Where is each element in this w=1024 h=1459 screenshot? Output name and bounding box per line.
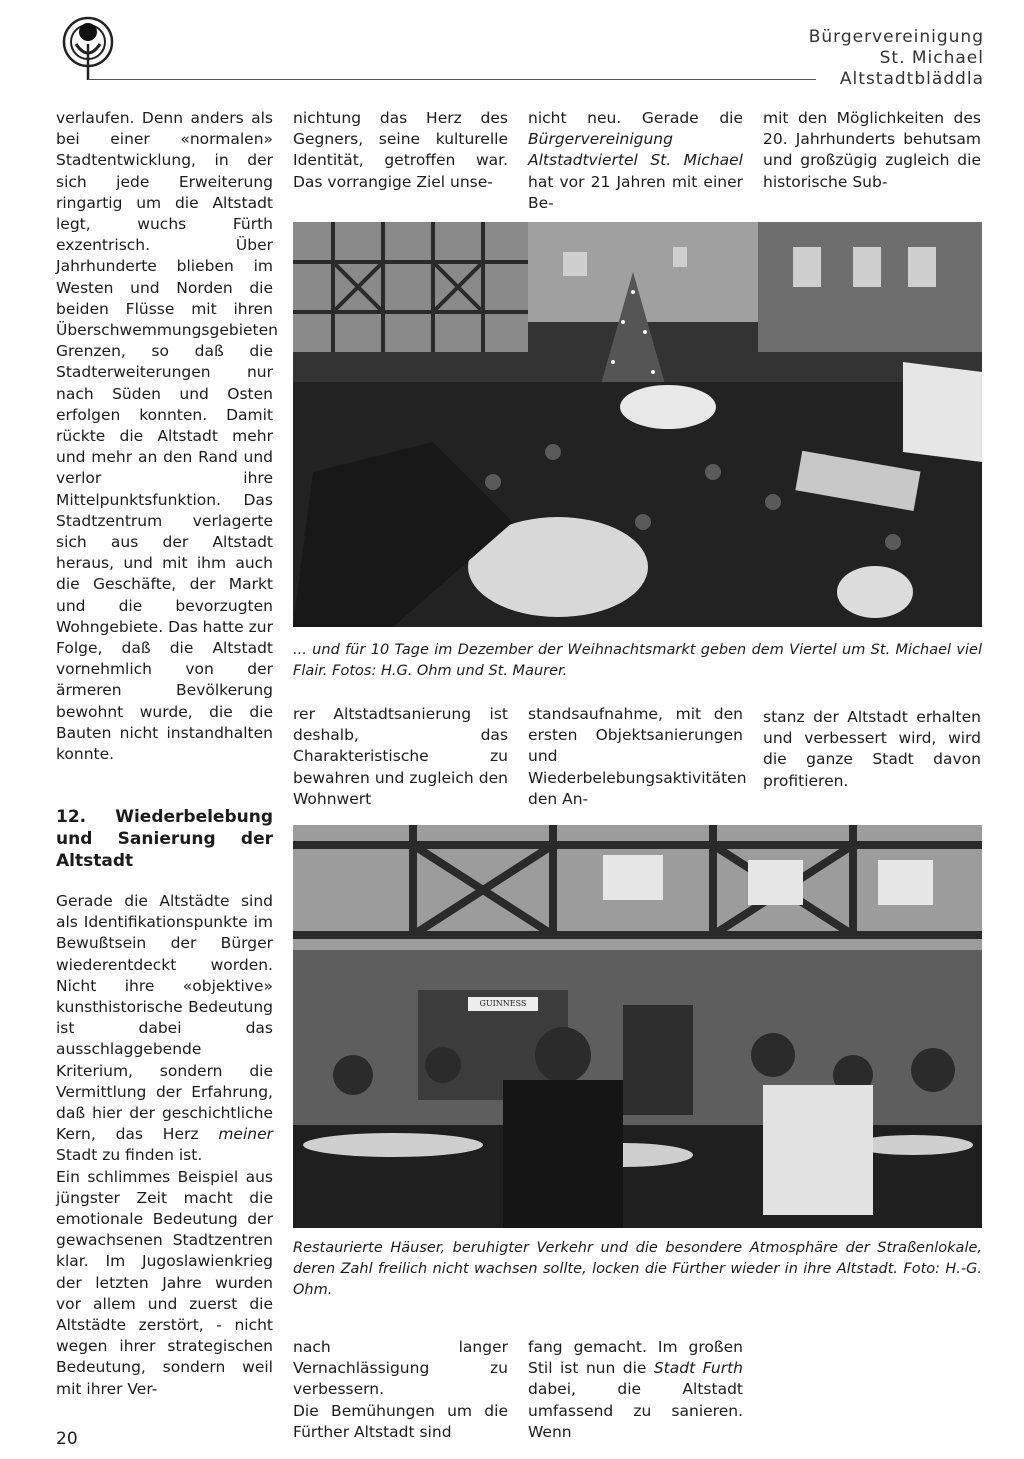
- restaurant-street-photo: [293, 825, 982, 1228]
- col2-top-text: nichtung das Herz des Gegners, seine kulturelle Identität, getroffen war. Das vorrangige Ziel unse-: [293, 109, 508, 191]
- header-org-line3: Altstadtbläddla: [839, 69, 984, 89]
- col3-top-text: nicht neu. Gerade die Bürgervereinigung Altstadtviertel St. Michael hat vor 21 Jahren mit einer Be-: [528, 109, 743, 212]
- col2-bottom-text: nach langer Vernachlässigung zu verbessern. Die Bemühungen um die Fürther Altstadt sind: [293, 1338, 508, 1441]
- section-paragraphs: Gerade die Altstädte sind als Identifikationspunkte im Bewußtsein der Bürger wiederentdeckt worden. Nicht ihre «objektive» kunsthistorische Bedeutung ist dabei das ausschlaggebende Kriterium, sondern die Vermittlung der Erfahrung, daß hier der geschichtliche Kern, das Herz meiner Stadt zu finden ist. Ein schlimmes Beispiel aus jüngster Zeit macht die emotionale Bedeutung der gewachsenen Stadtzentren klar. Im Jugoslawienkrieg der letzten Jahre wurden vor allem und zuerst die Altstädte zerstört, - nicht wegen ihrer strategischen Bedeutung, sondern weil mit ihrer Ver-: [56, 892, 273, 1398]
- header-line: [88, 79, 816, 80]
- restaurant-photo-label: [293, 825, 306, 826]
- col3-mid-text: standsaufnahme, mit den ersten Objektsanierungen und Wiederbelebungsaktivitäten den An-: [528, 705, 747, 808]
- col3-bottom-text: fang gemacht. Im großen Stil ist nun die Stadt Furth dabei, die Altstadt umfassend zu sanieren. Wenn: [528, 1338, 743, 1441]
- section-heading: 12. Wiederbelebung und Sanierung der Altstadt: [56, 807, 273, 871]
- restaurant-caption: Restaurierte Häuser, beruhigter Verkehr und die besondere Atmosphäre der Straßenlokale, deren Zahl freilich nicht wachsen sollte, locken die Fürther wieder in ihre Altstadt. Foto: H.-G. Ohm.: [293, 1240, 982, 1298]
- header-org-line1: Bürgervereinigung: [808, 27, 984, 47]
- header-org: [809, 27, 984, 90]
- christmas-market-caption: ... und für 10 Tage im Dezember der Weihnachtsmarkt geben dem Viertel um St. Michael viel Flair. Fotos: H.G. Ohm und St. Maurer.: [293, 642, 982, 679]
- restaurant-sign-guinness: GUINNESS: [479, 999, 527, 1008]
- col4-top-text: mit den Möglichkeiten des 20. Jahrhunderts behutsam und großzügig zugleich die historische Sub-: [763, 109, 981, 191]
- left-column-paragraph: verlaufen. Denn anders als bei einer «normalen» Stadtentwicklung, in der sich jede Erweiterung ringartig um die Altstadt legt, wuchs Fürth exzentrisch. Über Jahrhunderte blieben im Westen und Norden die beiden Flüsse mit ihren Überschwemmungsgebieten Grenzen, so daß die Stadterweiterungen nur nach Süden und Osten erfolgen konnten. Damit rückte die Altstadt mehr und mehr an den Rand und verlor ihre Mittelpunktsfunktion. Das Stadtzentrum verlagerte sich aus der Altstadt heraus, und mit ihm auch die Geschäfte, der Markt und die bevorzugten Wohngebiete. Das hatte zur Folge, daß die Altstadt vornehmlich von der ärmeren Bevölkerung bewohnt wurde, die die Bauten nicht instandhalten konnte.: [56, 109, 278, 764]
- bv-logo: [56, 14, 120, 82]
- page-number: 20: [56, 1429, 78, 1449]
- christmas-market-photo-label: [293, 222, 305, 223]
- col4-mid-text: stanz der Altstadt erhalten und verbessert wird, wird die ganze Stadt davon profitieren.: [763, 708, 981, 790]
- christmas-market-photo: [293, 222, 982, 627]
- col2-mid-text: rer Altstadtsanierung ist deshalb, das Charakteristische zu bewahren und zugleich den Wohnwert: [293, 705, 508, 808]
- header-org-line2: St. Michael: [879, 48, 984, 68]
